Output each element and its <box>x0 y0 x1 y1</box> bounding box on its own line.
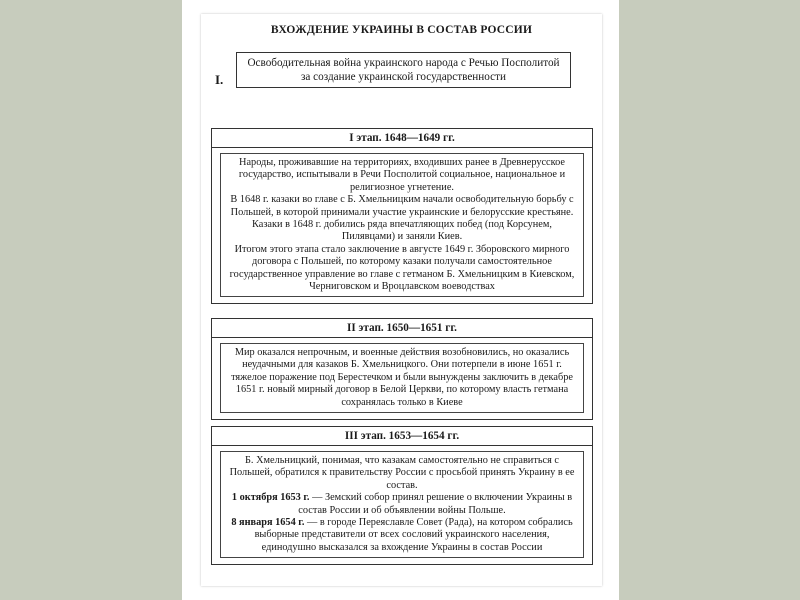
stage-3-paragraph: Б. Хмельницкий, понимая, что казакам самостоятельно не справиться с Польшей, обратился к правительству России с просьбой принять Украину в ее состав. <box>229 455 575 491</box>
section-number: I. <box>215 72 224 87</box>
stage-3-block <box>211 426 593 565</box>
stage-2-body <box>220 343 584 413</box>
stage-1-header: I этап. 1648—1649 гг. <box>212 129 592 148</box>
intro-box: Освободительная война украинского народа с Речью Посполитой за создание украинской государственности <box>236 52 571 88</box>
left-background-panel <box>0 0 182 600</box>
right-background-panel <box>619 0 800 600</box>
stage-2-block <box>211 318 593 420</box>
document-title: ВХОЖДЕНИЕ УКРАИНЫ В СОСТАВ РОССИИ <box>270 24 533 36</box>
stage-3-paragraph-2 <box>227 492 577 517</box>
stage-3-text-2: — Земский собор принял решение о включении Украины в состав России и об объявлении войны Польше. <box>298 492 573 516</box>
date-8-january-1654: 8 января 1654 г. <box>231 517 305 529</box>
stage-1-block <box>211 128 593 304</box>
stage-1-paragraph: В 1648 г. казаки во главе с Б. Хмельницким начали освободительную борьбу с Польшей, в которой принимали участие украинские и белорусские крестьяне. Казаки в 1648 г. добились ряда впечатляющих побед (под Корсунем, Пилявцами) и заняли Киев. <box>230 194 574 243</box>
stage-3-body <box>220 451 584 558</box>
stage-1-paragraph: Итогом этого этапа стало заключение в августе 1649 г. Зборовского мирного договора с Польшей, по которому казаки получали самостоятельное государственное управление во главе с гетманом Б. Хмельницким в Киевском, Черниговском и Вроцлавском воеводствах <box>229 243 575 293</box>
stage-2-paragraph: Мир оказался непрочным, и военные действия возобновились, но оказались неудачными для казаков Б. Хмельницкого. Они потерпели в июне 1651 г. тяжелое поражение под Берестечком и были вынуждены заключить в декабре 1651 г. новый мирный договор в Белой Церкви, по которому власть гетмана сохранялась только в Киеве <box>231 347 573 408</box>
stage-3-header: III этап. 1653—1654 гг. <box>212 427 592 446</box>
stage-3-text-3: — в городе Переяславле Совет (Рада), на котором собрались выборные представители от всех сословий украинского населения, единодушно высказался за вхождение Украины в состав России <box>254 517 573 553</box>
stage-1-paragraph: Народы, проживавшие на территориях, входивших ранее в Древнерусское государство, испытывали в Речи Посполитой социальное, национальное и религиозное угнетение. <box>238 157 566 193</box>
document-page <box>201 14 602 586</box>
stage-1-body <box>220 153 584 297</box>
date-1-october-1653: 1 октября 1653 г. <box>231 492 310 504</box>
stage-3-paragraph-3 <box>227 517 577 554</box>
stage-2-header: II этап. 1650—1651 гг. <box>212 319 592 338</box>
